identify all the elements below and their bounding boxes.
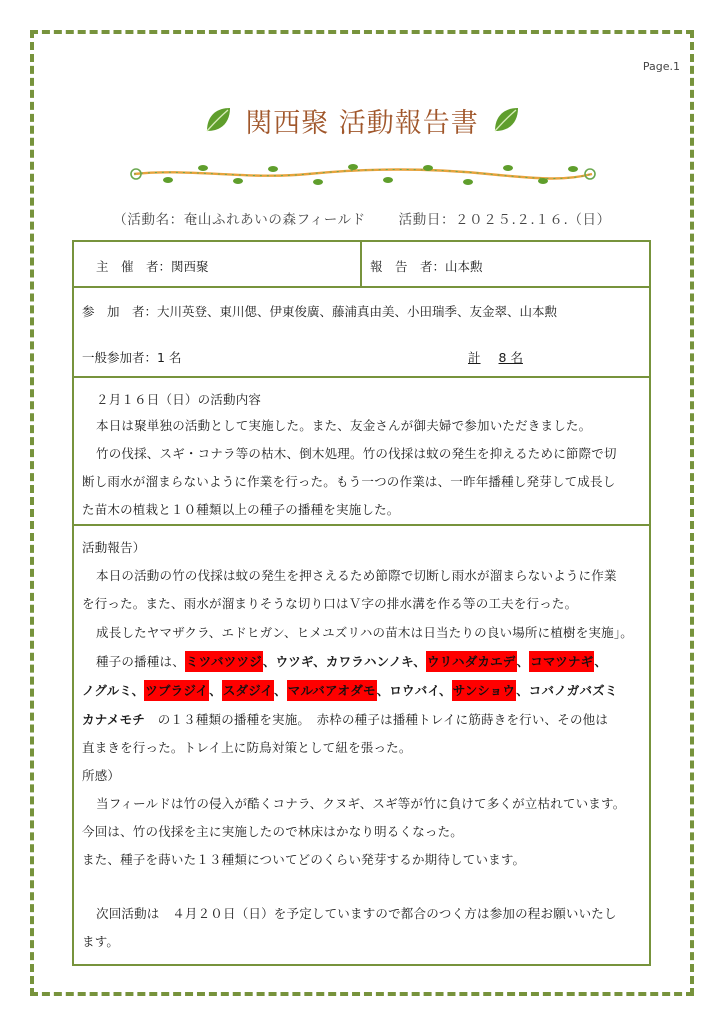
impression-line: 当フィールドは竹の侵入が酷くコナラ、クヌギ、スギ等が竹に負けて多くが立枯れています。 [96,796,626,811]
activity-info [0,208,724,228]
next-activity-line: ます。 [82,934,120,949]
species: ロウバイ [389,683,440,698]
title-row [0,100,724,140]
total-value: 8 名 [498,350,523,365]
content-line: 本日は聚単独の活動として実施した。また、友金さんが御夫婦で参加いただきました。 [96,418,592,433]
general-participants: 一般参加者：1 名 [82,350,182,365]
species: カナメモチ [82,712,146,727]
highlighted-species: コマツナギ [529,651,594,672]
seed-line-2: ノグルミ、ツブラジイ、スダジイ、マルバアオダモ、ロウバイ、サンショウ、コバノガバズミ [82,681,643,699]
document-title: 関西聚 活動報告書 [245,107,479,139]
highlighted-species: ウリハダカエデ [426,651,517,672]
highlighted-species: ツブラジイ [144,680,209,701]
report-table [72,240,651,966]
content-section [74,378,649,526]
seed-tail: の１３種類の播種を実施。 赤枠の種子は播種トレイに筋蒔きを行い、その他は [157,712,609,727]
content-line: 竹の伐採、スギ・コナラ等の枯木、倒木処理。竹の伐採は蚊の発生を抑えるために節際で切 [96,446,617,461]
organizer: 主 催 者：関西聚 [96,259,209,274]
content-line: 断し雨水が溜まらないように作業を行った。もう一つの作業は、一昨年播種し発芽して成長し [82,474,616,489]
highlighted-species: サンショウ [452,680,516,701]
report-section [74,526,649,964]
report-line: 成長したヤマザクラ、エドヒガン、ヒメユズリハの苗木は日当たりの良い場所に植樹を実施」。 [96,625,633,640]
seed-line-1: 種子の播種は、ミツバツツジ、ウツギ、カワラハンノキ、ウリハダカエデ、コマツナギ、 [82,652,643,670]
seed-intro: 種子の播種は、 [96,654,185,669]
impression-line: また、種子を蒔いた１３種類についてどのくらい発芽するか期待しています。 [82,852,526,867]
highlighted-species: ミツバツツジ [185,651,263,672]
header-row [74,242,649,288]
leaf-icon [203,105,233,135]
participants-row [74,288,649,378]
report-line: を行った。また、雨水が溜まりそうな切り口はＶ字の排水溝を作る等の工夫を行った。 [82,596,578,611]
highlighted-species: スダジイ [222,680,274,701]
activity-date: 活動日：２０２５.２.１６.（日） [398,212,611,228]
leaf-icon [491,105,521,135]
impression-line: 今回は、竹の伐採を主に実施したので林床はかなり明るくなった。 [82,824,464,839]
species: コバノガバズミ [528,683,618,698]
next-activity-line: 次回活動は ４月２０日（日）を予定していますので都合のつく方は参加の程お願いいたし [96,906,617,921]
participants: 参 加 者：大川英登、東川偲、伊東俊廣、藤浦真由美、小田瑞季、友金翠、山本勲 [82,304,558,319]
column-divider [360,242,362,286]
content-heading: ２月１６日（日）の活動内容 [96,392,262,407]
report-heading: 活動報告） [82,540,146,555]
report-line: 直まきを行った。トレイ上に防鳥対策として紐を張った。 [82,740,412,755]
content-line: た苗木の植栽と１０種類以上の種子の播種を実施した。 [82,502,400,517]
species: ノグルミ [82,683,132,698]
report-line: 本日の活動の竹の伐採は蚊の発生を押さえるため節際で切断し雨水が溜まらないように作業 [96,568,617,583]
impression-heading: 所感） [82,768,121,783]
species: カワラハンノキ [325,654,414,669]
seed-line-3 [82,710,643,728]
page-number: Page.1 [642,60,680,73]
species: ウツギ [275,654,314,669]
reporter: 報 告 者：山本勲 [370,259,483,274]
total-count [462,348,527,366]
highlighted-species: マルバアオダモ [287,680,377,701]
activity-name: （活動名：奄山ふれあいの森フィールド [113,212,366,228]
total-label: 計 [468,350,481,365]
vine-ornament [128,160,598,190]
